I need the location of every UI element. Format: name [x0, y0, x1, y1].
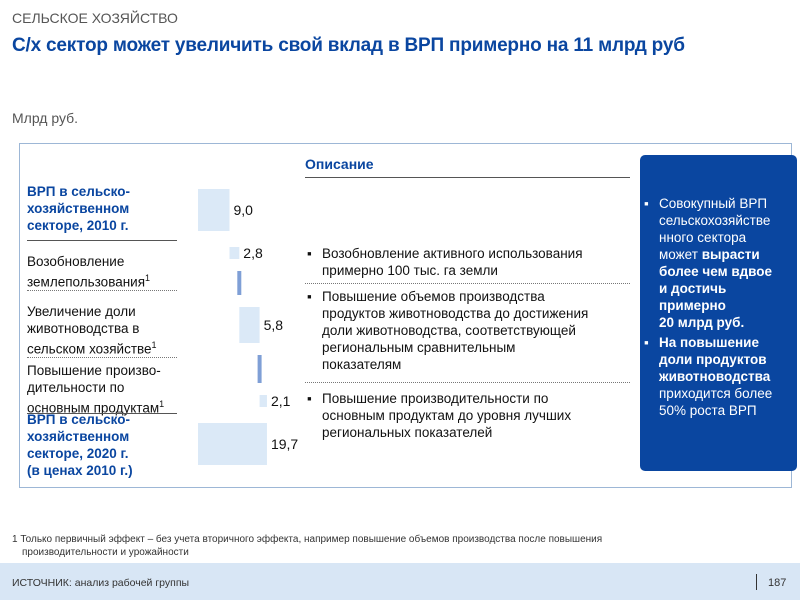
waterfall-bar-3: [239, 307, 259, 343]
waterfall-connector-3: [258, 355, 262, 383]
bullet-icon: ▪: [644, 196, 649, 211]
description-bullet-livestock: ▪ Повышение объемов производства продуктов животноводства до достижения доли животноводства, соответствующей региональным сравнительным показателям: [307, 289, 589, 372]
page-number: 187: [768, 577, 787, 589]
description-bullet-productivity: ▪ Повышение производительности по основным продуктам до уровня лучших региональных показателей: [307, 391, 572, 440]
waterfall-connector-2: [237, 271, 241, 295]
waterfall-bar-1: [198, 189, 230, 231]
bullet-icon: ▪: [644, 335, 649, 350]
section-label: СЕЛЬСКОЕ ХОЗЯЙСТВО: [12, 10, 178, 26]
page-number-divider: [756, 574, 757, 590]
bar-value-label-5: 19,7: [270, 436, 299, 452]
category-label-livestock: Увеличение доли животноводства в сельском хозяйстве$^1$: [27, 304, 157, 357]
units-label: Млрд руб.: [12, 110, 79, 126]
description-divider: [305, 283, 630, 284]
category-label-productivity: Повышение произво- дительности по основным продуктам$^1$: [27, 363, 165, 416]
waterfall-bar-4: [260, 395, 267, 407]
page-title: С/х сектор может увеличить свой вклад в ВРП примерно на 11 млрд руб: [12, 35, 685, 56]
bullet-icon: ▪: [307, 391, 312, 406]
description-bullet-land: ▪ Возобновление активного использования примерно 100 тыс. га земли: [307, 246, 583, 278]
waterfall-bar-2: [230, 247, 240, 259]
bar-value-label-1: 9,0: [233, 202, 253, 218]
description-divider: [305, 177, 630, 178]
bar-value-label-2: 2,8: [243, 245, 263, 261]
bar-value-label-3: 5,8: [263, 317, 284, 333]
description-divider: [305, 382, 630, 383]
bullet-icon: ▪: [307, 289, 312, 304]
source-note: ИСТОЧНИК: анализ рабочей группы: [12, 577, 190, 589]
bar-value-label-4: 2,1: [270, 393, 291, 409]
waterfall-bar-5: [198, 423, 267, 465]
summary-callout: [640, 155, 797, 471]
category-label-land-use: Возобновление землепользования$^1$: [27, 254, 151, 290]
bullet-icon: ▪: [307, 246, 312, 261]
callout-bullet-livestock: ▪ На повышение доли продуктов животноводства приходится более 50% роста ВРП: [644, 335, 773, 418]
category-label-gdp-2020: ВРП в сельско- хозяйственном секторе, 2020 г. (в ценах 2010 г.): [27, 412, 133, 478]
footnote: 1 Только первичный эффект – без учета вторичного эффекта, например повышение объемов производства после повышения производительности и урожайности: [12, 534, 603, 558]
callout-bullet-total: ▪ Совокупный ВРП сельскохозяйстве нного сектора может вырасти более чем вдвое и достичь примерно 20 млрд руб.: [644, 196, 773, 330]
description-title: Описание: [305, 156, 374, 172]
category-label-gdp-2010: ВРП в сельско- хозяйственном секторе, 2010 г.: [27, 184, 130, 233]
